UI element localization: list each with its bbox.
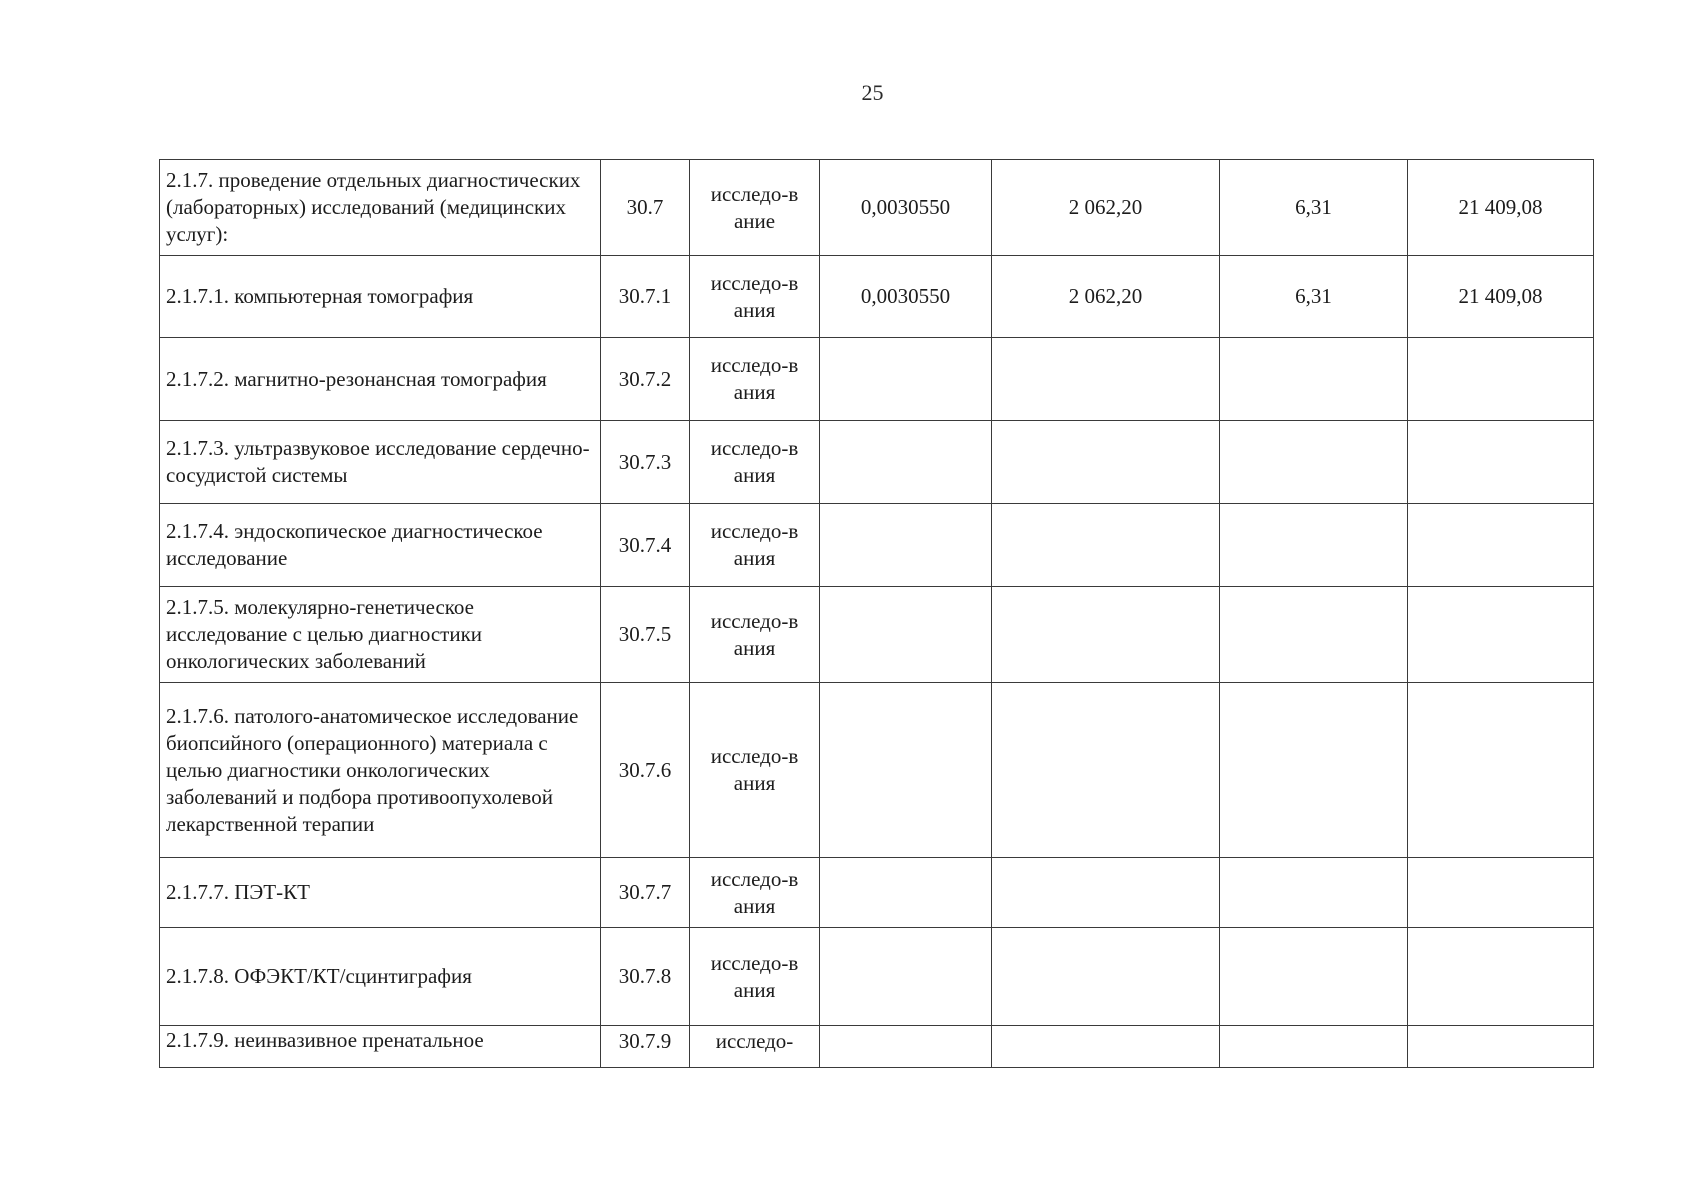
row-unit	[690, 338, 820, 421]
row-name: 2.1.7.7. ПЭТ-КТ	[160, 858, 601, 928]
row-unit	[690, 1026, 820, 1068]
row-name: 2.1.7.9. неинвазивное пренатальное	[160, 1026, 601, 1068]
row-unit-text: исследо-вания	[710, 353, 799, 404]
row-value-4: 21 409,08	[1408, 256, 1594, 338]
row-value-3	[1220, 858, 1408, 928]
row-value-1: 0,0030550	[820, 160, 992, 256]
row-unit	[690, 504, 820, 587]
row-unit	[690, 858, 820, 928]
row-unit-text: исследо-вания	[710, 866, 799, 918]
row-code: 30.7.3	[601, 421, 690, 504]
row-value-2	[992, 858, 1220, 928]
row-value-3: 6,31	[1220, 160, 1408, 256]
row-value-2	[992, 928, 1220, 1026]
row-code: 30.7.8	[601, 928, 690, 1026]
row-value-1	[820, 928, 992, 1026]
row-unit	[690, 587, 820, 683]
row-unit-text: исследо-вания	[710, 950, 799, 1002]
row-unit-text: исследо-вания	[710, 436, 799, 487]
row-name: 2.1.7.4. эндоскопическое диагностическое исследование	[160, 504, 601, 587]
row-value-3	[1220, 928, 1408, 1026]
row-value-1	[820, 1026, 992, 1068]
table-row	[160, 1026, 1594, 1068]
row-name: 2.1.7.5. молекулярно-генетическое исследование с целью диагностики онкологических заболеваний	[160, 587, 601, 683]
row-value-4	[1408, 504, 1594, 587]
row-value-1	[820, 587, 992, 683]
row-unit	[690, 256, 820, 338]
row-code: 30.7.2	[601, 338, 690, 421]
row-unit-text: исследо-вания	[710, 519, 799, 570]
row-value-3: 6,31	[1220, 256, 1408, 338]
row-code: 30.7.1	[601, 256, 690, 338]
services-table	[159, 159, 1594, 1068]
row-value-2	[992, 1026, 1220, 1068]
row-unit	[690, 928, 820, 1026]
table-row	[160, 421, 1594, 504]
row-unit	[690, 160, 820, 256]
row-value-1	[820, 858, 992, 928]
row-unit-text: исследо-вания	[710, 744, 799, 795]
row-unit-text: исследо-вания	[710, 270, 799, 322]
row-value-1	[820, 421, 992, 504]
row-value-1	[820, 338, 992, 421]
row-value-2	[992, 587, 1220, 683]
table-row	[160, 683, 1594, 858]
row-value-3	[1220, 421, 1408, 504]
row-code: 30.7.7	[601, 858, 690, 928]
row-name: 2.1.7.2. магнитно-резонансная томография	[160, 338, 601, 421]
row-value-2: 2 062,20	[992, 160, 1220, 256]
row-unit	[690, 683, 820, 858]
row-name: 2.1.7.3. ультразвуковое исследование сердечно-сосудистой системы	[160, 421, 601, 504]
table-row	[160, 587, 1594, 683]
table-row	[160, 256, 1594, 338]
row-value-4	[1408, 338, 1594, 421]
table-row	[160, 338, 1594, 421]
row-code: 30.7	[601, 160, 690, 256]
row-unit-text: исследо-вание	[710, 181, 799, 233]
row-name: 2.1.7.1. компьютерная томография	[160, 256, 601, 338]
row-name: 2.1.7.8. ОФЭКТ/КТ/сцинтиграфия	[160, 928, 601, 1026]
table-row	[160, 858, 1594, 928]
row-unit	[690, 421, 820, 504]
row-value-2	[992, 338, 1220, 421]
row-value-2	[992, 683, 1220, 858]
row-value-3	[1220, 587, 1408, 683]
table-row	[160, 160, 1594, 256]
row-code: 30.7.4	[601, 504, 690, 587]
row-value-4	[1408, 1026, 1594, 1068]
row-value-2	[992, 504, 1220, 587]
row-value-4	[1408, 683, 1594, 858]
table-row	[160, 504, 1594, 587]
row-value-2	[992, 421, 1220, 504]
row-value-1: 0,0030550	[820, 256, 992, 338]
row-value-1	[820, 683, 992, 858]
page-number: 25	[861, 80, 884, 105]
row-value-3	[1220, 504, 1408, 587]
row-code: 30.7.5	[601, 587, 690, 683]
row-code: 30.7.9	[601, 1026, 690, 1068]
row-code: 30.7.6	[601, 683, 690, 858]
row-value-1	[820, 504, 992, 587]
row-value-3	[1220, 683, 1408, 858]
row-value-4	[1408, 928, 1594, 1026]
table-row	[160, 928, 1594, 1026]
row-name: 2.1.7.6. патолого-анатомическое исследование биопсийного (операционного) материала с целью диагностики онкологических заболеваний и подбора противоопухолевой лекарственной терапии	[160, 683, 601, 858]
row-value-4	[1408, 587, 1594, 683]
row-value-2: 2 062,20	[992, 256, 1220, 338]
row-name: 2.1.7. проведение отдельных диагностических (лабораторных) исследований (медицинских услуг):	[160, 160, 601, 256]
row-value-4	[1408, 858, 1594, 928]
row-unit-text: исследо-вания	[710, 608, 799, 660]
row-value-3	[1220, 1026, 1408, 1068]
row-value-4: 21 409,08	[1408, 160, 1594, 256]
row-unit-text: исследо-	[715, 1029, 794, 1053]
row-value-4	[1408, 421, 1594, 504]
row-value-3	[1220, 338, 1408, 421]
